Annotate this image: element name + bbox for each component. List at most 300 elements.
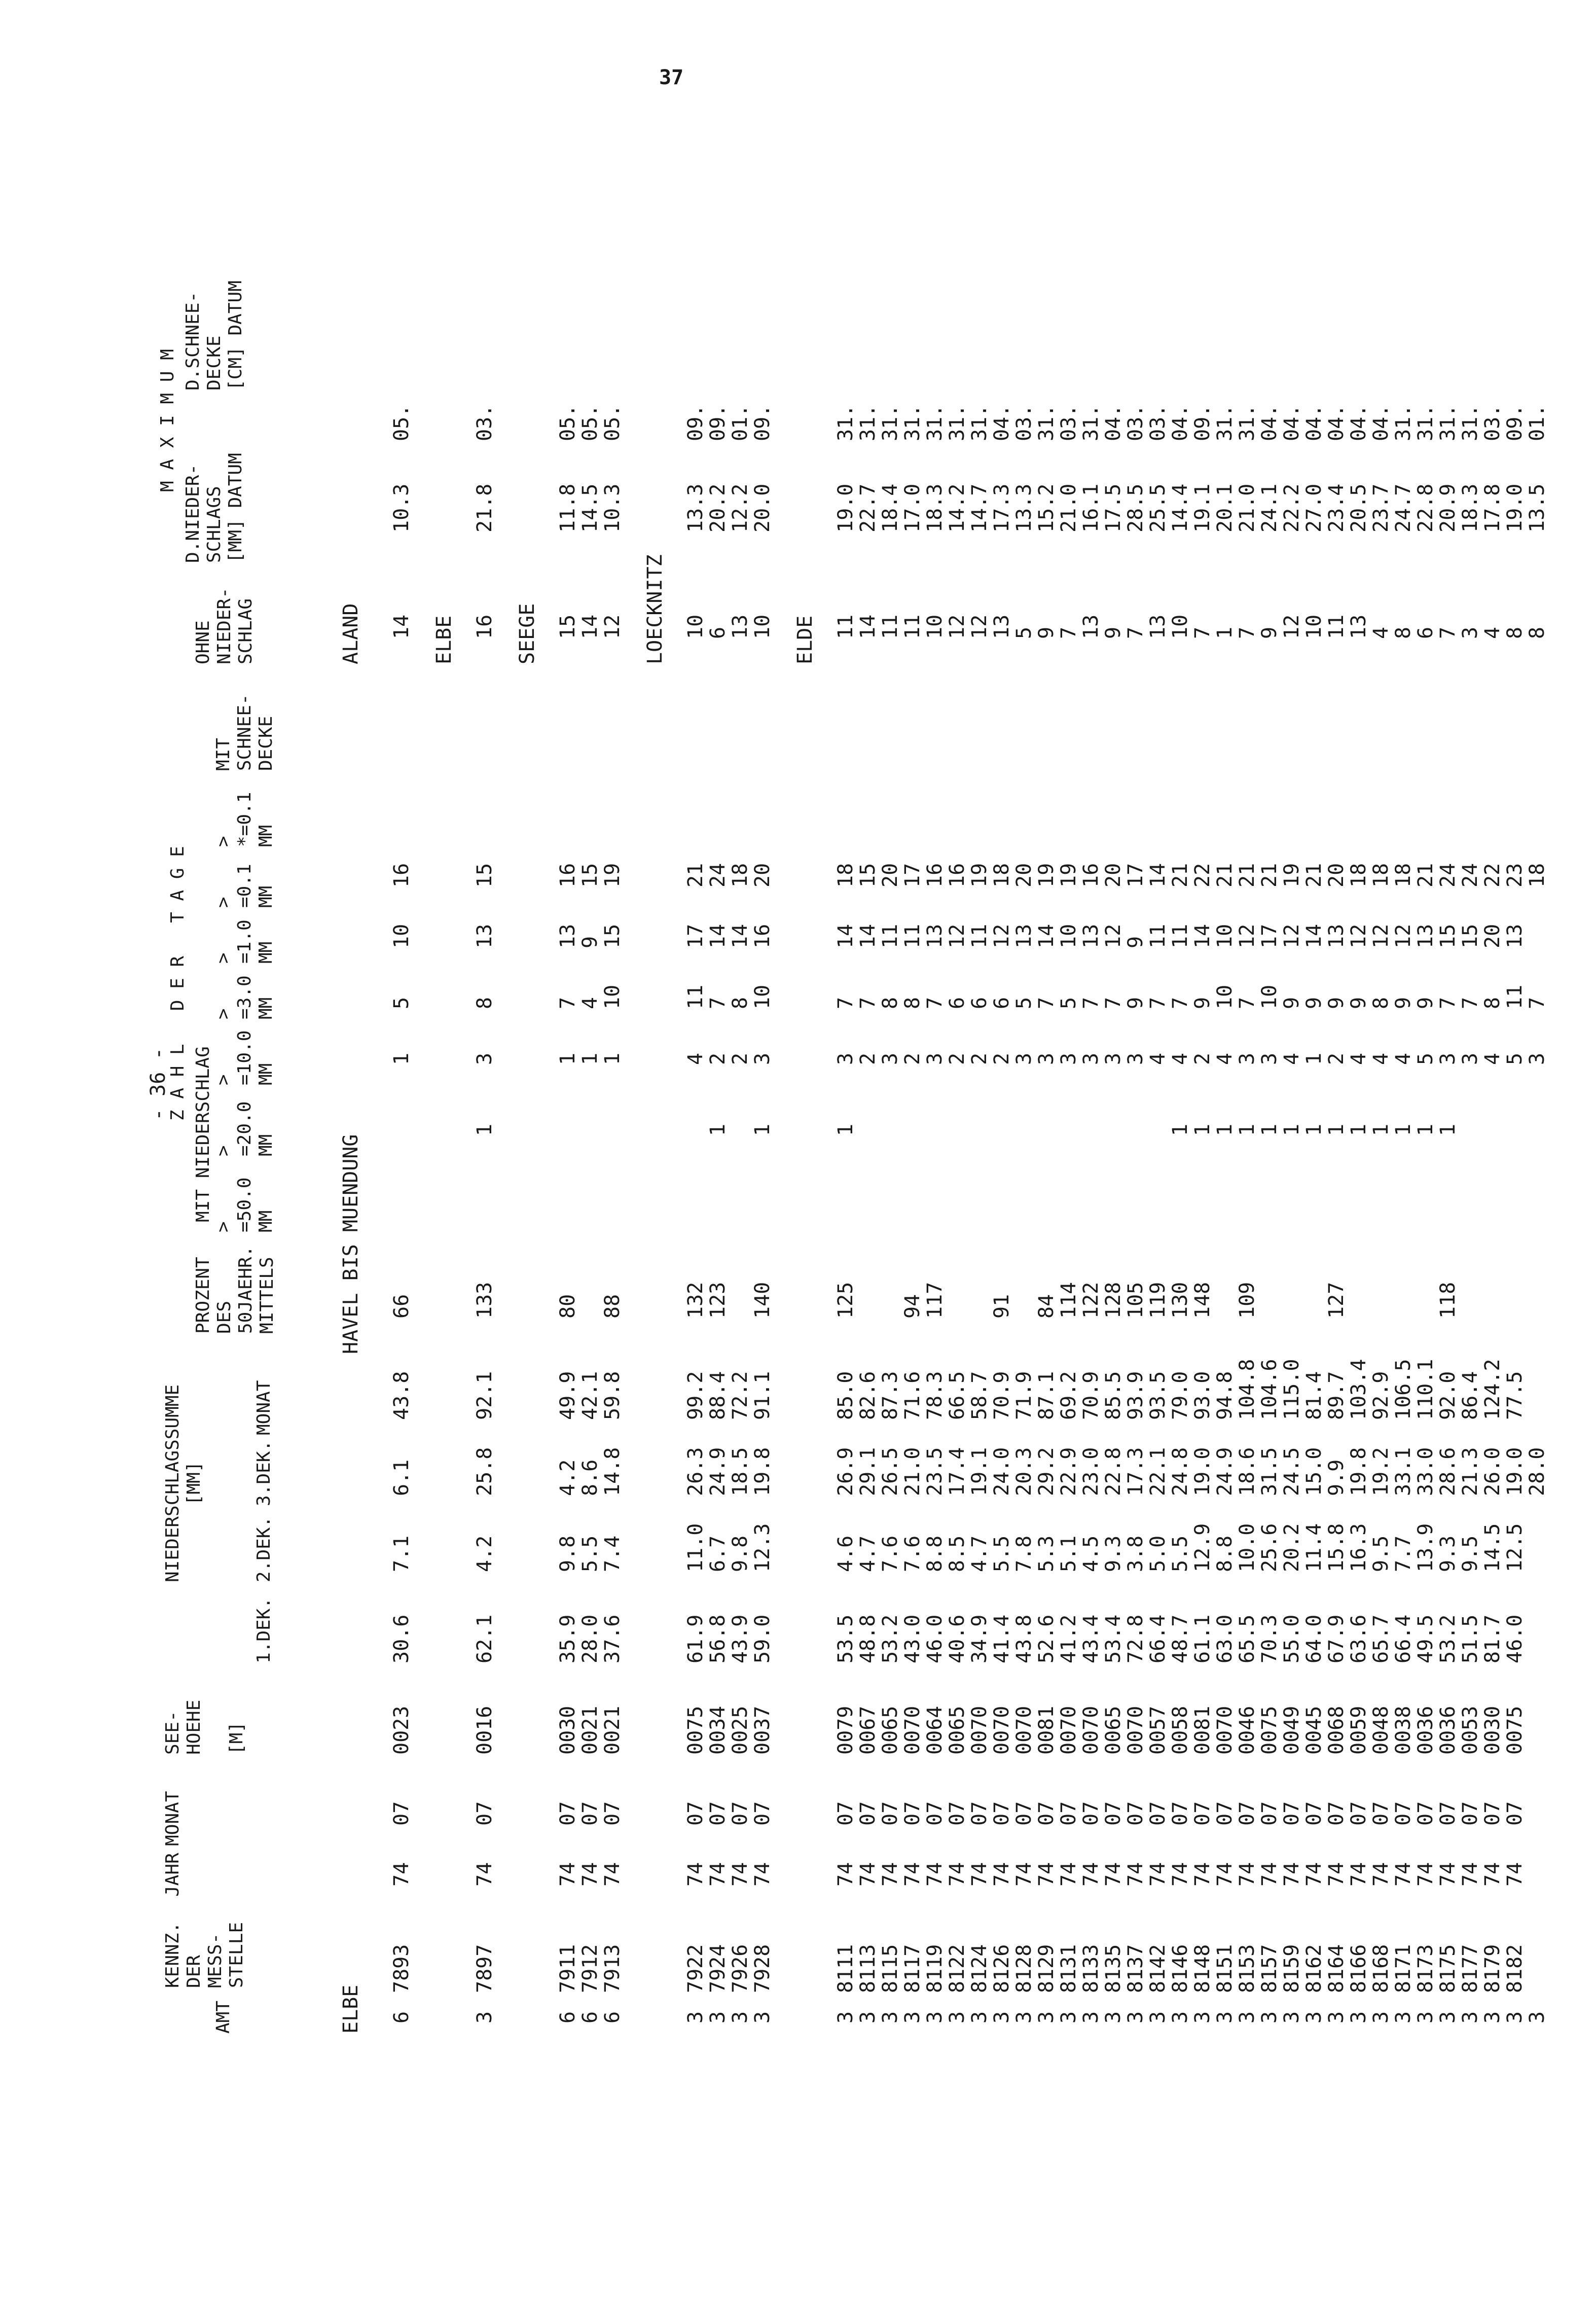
table-cell: 07 bbox=[1012, 1801, 1036, 1826]
table-cell: 7 bbox=[1459, 997, 1482, 1009]
table-cell: 74 bbox=[751, 1862, 774, 1887]
table-cell: 7893 bbox=[390, 1944, 413, 1993]
table-cell: 25.8 bbox=[473, 1447, 496, 1496]
table-cell: 14.7 bbox=[968, 483, 991, 532]
table-cell: 74 bbox=[990, 1862, 1013, 1887]
table-cell: 7 bbox=[834, 997, 857, 1009]
table-cell: 17.0 bbox=[901, 483, 924, 532]
header-th-3: > =3.0 MM bbox=[213, 975, 276, 1019]
table-cell: 74 bbox=[1079, 1862, 1103, 1887]
table-cell: 3 bbox=[856, 2011, 880, 2023]
table-cell: 07 bbox=[1347, 1801, 1370, 1826]
table-cell: 5 bbox=[1503, 1052, 1527, 1065]
table-cell: 41.4 bbox=[990, 1614, 1013, 1663]
table-cell: 6 bbox=[578, 2011, 602, 2023]
table-cell: 74 bbox=[1369, 1862, 1393, 1887]
table-cell: 07 bbox=[1436, 1801, 1460, 1826]
table-cell: 67.9 bbox=[1325, 1614, 1348, 1663]
table-cell: 9.5 bbox=[1369, 1535, 1393, 1572]
table-cell: 21 bbox=[1236, 863, 1259, 887]
table-cell: 70.9 bbox=[990, 1371, 1013, 1420]
table-cell: 0065 bbox=[1102, 1706, 1125, 1755]
table-cell: 18.3 bbox=[1459, 483, 1482, 532]
table-cell: 81.4 bbox=[1302, 1371, 1326, 1420]
table-cell: 2 bbox=[706, 1052, 730, 1065]
table-cell: 12 bbox=[1369, 923, 1393, 948]
table-cell: 20.2 bbox=[1280, 1523, 1303, 1572]
table-cell: 8179 bbox=[1481, 1944, 1504, 1993]
table-cell: 2 bbox=[729, 1052, 752, 1065]
table-cell: 0023 bbox=[390, 1706, 413, 1755]
table-cell: 65.7 bbox=[1369, 1614, 1393, 1663]
table-cell: 1 bbox=[834, 1123, 857, 1136]
table-cell: 19 bbox=[1057, 863, 1080, 887]
table-cell: 31. bbox=[856, 404, 880, 441]
subregion-label: ELDE bbox=[793, 615, 817, 664]
table-cell: 03. bbox=[1481, 404, 1504, 441]
table-cell: 1 bbox=[1392, 1123, 1415, 1136]
table-cell: 3 bbox=[968, 2011, 991, 2023]
table-cell: 13 bbox=[1146, 614, 1170, 639]
table-cell: 8117 bbox=[901, 1944, 924, 1993]
table-cell: 31. bbox=[1213, 404, 1237, 441]
table-cell: 11.0 bbox=[684, 1523, 707, 1572]
table-cell: 2 bbox=[1325, 1052, 1348, 1065]
table-cell: 19.1 bbox=[968, 1447, 991, 1496]
table-cell: 04. bbox=[1280, 404, 1303, 441]
table-cell: 8.6 bbox=[578, 1459, 602, 1496]
table-cell: 71.9 bbox=[1012, 1371, 1036, 1420]
table-cell: 59.8 bbox=[601, 1371, 624, 1420]
table-cell: 31. bbox=[901, 404, 924, 441]
table-cell: 07 bbox=[556, 1801, 579, 1826]
table-cell: 74 bbox=[1280, 1862, 1303, 1887]
table-cell: 3 bbox=[990, 2011, 1013, 2023]
table-cell: 79.0 bbox=[1169, 1371, 1192, 1420]
table-cell: 2 bbox=[856, 1052, 880, 1065]
table-cell: 3 bbox=[901, 2011, 924, 2023]
table-cell: 07 bbox=[856, 1801, 880, 1826]
table-cell: 53.2 bbox=[879, 1614, 902, 1663]
table-cell: 13 bbox=[1414, 923, 1437, 948]
table-cell: 4 bbox=[1392, 1052, 1415, 1065]
table-cell: 31. bbox=[1079, 404, 1103, 441]
table-cell: 5 bbox=[1012, 997, 1036, 1009]
table-cell: 7 bbox=[1236, 997, 1259, 1009]
table-cell: 7928 bbox=[751, 1944, 774, 1993]
table-cell: 07 bbox=[1079, 1801, 1103, 1826]
table-cell: 6 bbox=[390, 2011, 413, 2023]
table-cell: 29.1 bbox=[856, 1447, 880, 1496]
table-cell: 24.8 bbox=[1169, 1447, 1192, 1496]
table-cell: 4 bbox=[1280, 1052, 1303, 1065]
table-cell: 0070 bbox=[968, 1706, 991, 1755]
table-cell: 4.5 bbox=[1079, 1535, 1103, 1572]
table-cell: 3 bbox=[1102, 2011, 1125, 2023]
table-cell: 86.4 bbox=[1459, 1371, 1482, 1420]
table-cell: 7 bbox=[1191, 626, 1214, 639]
table-cell: 74 bbox=[1102, 1862, 1125, 1887]
table-cell: 21 bbox=[1213, 863, 1237, 887]
table-cell: 8166 bbox=[1347, 1944, 1370, 1993]
table-cell: 3 bbox=[1459, 626, 1482, 639]
table-cell: 1 bbox=[1169, 1123, 1192, 1136]
table-cell: 7 bbox=[1079, 997, 1103, 1009]
table-cell: 33.1 bbox=[1392, 1447, 1415, 1496]
header-kennz: KENNZ. DER MESS- STELLE bbox=[162, 1922, 247, 1988]
table-cell: 43.8 bbox=[1012, 1614, 1036, 1663]
table-cell: 11 bbox=[1503, 984, 1527, 1009]
table-cell: 19.0 bbox=[1191, 1447, 1214, 1496]
table-cell: 11 bbox=[1146, 923, 1170, 948]
table-cell: 8173 bbox=[1414, 1944, 1437, 1993]
table-cell: 07 bbox=[684, 1801, 707, 1826]
table-cell: 7 bbox=[1436, 626, 1460, 639]
table-cell: 15 bbox=[856, 863, 880, 887]
table-cell: 66.5 bbox=[946, 1371, 969, 1420]
table-cell: 81.7 bbox=[1481, 1614, 1504, 1663]
subregion-label: ELBE bbox=[432, 615, 456, 664]
table-cell: 01. bbox=[1526, 404, 1549, 441]
table-cell: 04. bbox=[1347, 404, 1370, 441]
table-cell: 10 bbox=[923, 614, 947, 639]
table-cell: 3 bbox=[1236, 2011, 1259, 2023]
table-cell: 2 bbox=[968, 1052, 991, 1065]
table-cell: 94 bbox=[901, 1294, 924, 1319]
table-cell: 8119 bbox=[923, 1944, 947, 1993]
table-cell: 14.8 bbox=[601, 1447, 624, 1496]
table-cell: 3 bbox=[1347, 2011, 1370, 2023]
table-cell: 4 bbox=[1146, 1052, 1170, 1065]
table-cell: 1 bbox=[1213, 626, 1237, 639]
table-cell: 6 bbox=[556, 2011, 579, 2023]
table-cell: 07 bbox=[923, 1801, 947, 1826]
table-cell: 78.3 bbox=[923, 1371, 947, 1420]
table-cell: 2 bbox=[990, 1052, 1013, 1065]
table-cell: 31. bbox=[968, 404, 991, 441]
table-cell: 11 bbox=[879, 614, 902, 639]
table-cell: 3 bbox=[1079, 2011, 1103, 2023]
table-cell: 6 bbox=[968, 997, 991, 1009]
table-cell: 87.3 bbox=[879, 1371, 902, 1420]
table-cell: 05. bbox=[390, 404, 413, 441]
table-cell: 11.8 bbox=[556, 483, 579, 532]
table-cell: 4.7 bbox=[968, 1535, 991, 1572]
table-cell: 9.5 bbox=[1459, 1535, 1482, 1572]
table-cell: 17 bbox=[684, 923, 707, 948]
table-cell: 20.2 bbox=[706, 483, 730, 532]
table-cell: 9 bbox=[1102, 626, 1125, 639]
table-cell: 35.9 bbox=[556, 1614, 579, 1663]
table-cell: 05. bbox=[578, 404, 602, 441]
table-cell: 48.7 bbox=[1169, 1614, 1192, 1663]
table-cell: 74 bbox=[1124, 1862, 1147, 1887]
table-cell: 118 bbox=[1436, 1282, 1460, 1319]
header-dek1: 1.DEK. bbox=[253, 1597, 274, 1663]
table-cell: 72.2 bbox=[729, 1371, 752, 1420]
table-cell: 8162 bbox=[1302, 1944, 1326, 1993]
table-cell: 0046 bbox=[1236, 1706, 1259, 1755]
table-cell: 3 bbox=[1481, 2011, 1504, 2023]
table-cell: 19.1 bbox=[1191, 483, 1214, 532]
table-cell: 13 bbox=[1347, 614, 1370, 639]
table-cell: 13 bbox=[990, 614, 1013, 639]
table-cell: 70.9 bbox=[1079, 1371, 1103, 1420]
table-cell: 74 bbox=[968, 1862, 991, 1887]
table-cell: 10 bbox=[601, 984, 624, 1009]
table-cell: 0057 bbox=[1146, 1706, 1170, 1755]
table-cell: 9 bbox=[1035, 626, 1058, 639]
table-cell: 18 bbox=[729, 863, 752, 887]
table-cell: 69.2 bbox=[1057, 1371, 1080, 1420]
table-cell: 4 bbox=[684, 1052, 707, 1065]
table-cell: 8171 bbox=[1392, 1944, 1415, 1993]
table-cell: 13 bbox=[1079, 614, 1103, 639]
table-cell: 1 bbox=[1369, 1123, 1393, 1136]
table-cell: 16 bbox=[556, 863, 579, 887]
table-cell: 74 bbox=[1146, 1862, 1170, 1887]
table-cell: 03. bbox=[473, 404, 496, 441]
header-max-ns: D.NIEDER- SCHLAGS [MM] DATUM bbox=[183, 453, 246, 563]
table-cell: 21 bbox=[684, 863, 707, 887]
table-cell: 80 bbox=[556, 1294, 579, 1319]
table-cell: 88 bbox=[601, 1294, 624, 1319]
table-cell: 11 bbox=[968, 923, 991, 948]
table-cell: 65.5 bbox=[1236, 1614, 1259, 1663]
table-cell: 114 bbox=[1057, 1282, 1080, 1319]
table-cell: 07 bbox=[1258, 1801, 1281, 1826]
table-cell: 15 bbox=[1459, 923, 1482, 948]
table-cell: 0070 bbox=[901, 1706, 924, 1755]
table-cell: 24 bbox=[706, 863, 730, 887]
table-cell: 0065 bbox=[879, 1706, 902, 1755]
table-cell: 0070 bbox=[1213, 1706, 1237, 1755]
table-cell: 91 bbox=[990, 1294, 1013, 1319]
table-cell: 0053 bbox=[1459, 1706, 1482, 1755]
table-cell: 74 bbox=[578, 1862, 602, 1887]
table-cell: 10 bbox=[1057, 923, 1080, 948]
table-cell: 7913 bbox=[601, 1944, 624, 1993]
table-cell: 07 bbox=[968, 1801, 991, 1826]
river-label: ELBE bbox=[339, 1984, 362, 2034]
table-cell: 18 bbox=[1369, 863, 1393, 887]
table-cell: 5 bbox=[1414, 1052, 1437, 1065]
table-cell: 07 bbox=[1459, 1801, 1482, 1826]
table-cell: 0036 bbox=[1436, 1706, 1460, 1755]
table-cell: 10.3 bbox=[390, 483, 413, 532]
table-cell: 99.2 bbox=[684, 1371, 707, 1420]
table-cell: 7 bbox=[1102, 997, 1125, 1009]
table-cell: 92.1 bbox=[473, 1371, 496, 1420]
table-cell: 10 bbox=[1302, 614, 1326, 639]
table-cell: 07 bbox=[1124, 1801, 1147, 1826]
table-cell: 5.3 bbox=[1035, 1535, 1058, 1572]
table-cell: 4 bbox=[1369, 1052, 1393, 1065]
table-cell: 53.2 bbox=[1436, 1614, 1460, 1663]
table-cell: 41.2 bbox=[1057, 1614, 1080, 1663]
table-cell: 9 bbox=[1325, 997, 1348, 1009]
table-cell: 4.7 bbox=[856, 1535, 880, 1572]
table-cell: 9.9 bbox=[1325, 1459, 1348, 1496]
table-cell: 11 bbox=[901, 923, 924, 948]
table-cell: 23.7 bbox=[1369, 483, 1393, 532]
table-cell: 07 bbox=[1302, 1801, 1326, 1826]
table-cell: 1 bbox=[1236, 1123, 1259, 1136]
table-cell: 10 bbox=[1213, 984, 1237, 1009]
table-cell: 3 bbox=[1392, 2011, 1415, 2023]
table-cell: 5.5 bbox=[990, 1535, 1013, 1572]
table-cell: 74 bbox=[856, 1862, 880, 1887]
table-cell: 3 bbox=[1124, 2011, 1147, 2023]
table-cell: 84 bbox=[1035, 1294, 1058, 1319]
table-cell: 13 bbox=[1079, 923, 1103, 948]
table-cell: 104.8 bbox=[1236, 1359, 1259, 1420]
table-cell: 7 bbox=[1436, 997, 1460, 1009]
table-cell: 62.1 bbox=[473, 1614, 496, 1663]
table-cell: 13 bbox=[1012, 923, 1036, 948]
table-cell: 17.5 bbox=[1102, 483, 1125, 532]
table-cell: 14 bbox=[1191, 923, 1214, 948]
table-cell: 53.5 bbox=[834, 1614, 857, 1663]
header-th-01: > =0.1 MM bbox=[213, 864, 276, 908]
table-cell: 19 bbox=[1280, 863, 1303, 887]
table-cell: 07 bbox=[1035, 1801, 1058, 1826]
header-mit-schnee: MIT SCHNEE- DECKE bbox=[213, 694, 276, 771]
table-cell: 14 bbox=[834, 923, 857, 948]
table-cell: 8113 bbox=[856, 1944, 880, 1993]
table-cell: 8122 bbox=[946, 1944, 969, 1993]
table-cell: 3.8 bbox=[1124, 1535, 1147, 1572]
table-cell: 133 bbox=[473, 1282, 496, 1319]
table-cell: 18.4 bbox=[879, 483, 902, 532]
table-cell: 14 bbox=[729, 923, 752, 948]
table-cell: 20 bbox=[1325, 863, 1348, 887]
table-cell: 07 bbox=[473, 1801, 496, 1826]
table-cell: 8133 bbox=[1079, 1944, 1103, 1993]
table-cell: 7 bbox=[1526, 997, 1549, 1009]
table-cell: 3 bbox=[1191, 2011, 1214, 2023]
table-cell: 07 bbox=[1503, 1801, 1527, 1826]
table-cell: 0081 bbox=[1035, 1706, 1058, 1755]
table-cell: 22.8 bbox=[1102, 1447, 1125, 1496]
table-cell: 1 bbox=[1347, 1123, 1370, 1136]
table-cell: 8 bbox=[1526, 626, 1549, 639]
table-cell: 8115 bbox=[879, 1944, 902, 1993]
table-cell: 127 bbox=[1325, 1282, 1348, 1319]
table-cell: 3 bbox=[1503, 2011, 1527, 2023]
table-cell: 2 bbox=[946, 1052, 969, 1065]
table-cell: 8168 bbox=[1369, 1944, 1393, 1993]
header-jahr: JAHR bbox=[162, 1853, 183, 1897]
table-cell: 8137 bbox=[1124, 1944, 1147, 1993]
table-cell: 0079 bbox=[834, 1706, 857, 1755]
table-cell: 16.1 bbox=[1079, 483, 1103, 532]
table-cell: 21 bbox=[1169, 863, 1192, 887]
table-cell: 11 bbox=[1169, 923, 1192, 948]
table-cell: 25.6 bbox=[1258, 1523, 1281, 1572]
table-cell: 13.3 bbox=[684, 483, 707, 532]
table-cell: 07 bbox=[901, 1801, 924, 1826]
table-cell: 51.5 bbox=[1459, 1614, 1482, 1663]
table-cell: 85.0 bbox=[834, 1371, 857, 1420]
table-cell: 9.3 bbox=[1436, 1535, 1460, 1572]
table-cell: 61.9 bbox=[684, 1614, 707, 1663]
table-cell: 74 bbox=[1035, 1862, 1058, 1887]
table-cell: 71.6 bbox=[901, 1371, 924, 1420]
table-cell: 12 bbox=[1280, 614, 1303, 639]
table-cell: 1 bbox=[1436, 1123, 1460, 1136]
table-cell: 27.0 bbox=[1302, 483, 1326, 532]
table-cell: 16 bbox=[390, 863, 413, 887]
table-cell: 8 bbox=[473, 997, 496, 1009]
table-cell: 9 bbox=[1392, 997, 1415, 1009]
table-cell: 18 bbox=[1347, 863, 1370, 887]
table-cell: 104.6 bbox=[1258, 1359, 1281, 1420]
table-cell: 0068 bbox=[1325, 1706, 1348, 1755]
table-cell: 16 bbox=[923, 863, 947, 887]
table-cell: 11 bbox=[684, 984, 707, 1009]
table-cell: 74 bbox=[1258, 1862, 1281, 1887]
table-cell: 6 bbox=[946, 997, 969, 1009]
table-cell: 92.0 bbox=[1436, 1371, 1460, 1420]
table-cell: 26.0 bbox=[1481, 1447, 1504, 1496]
table-cell: 17 bbox=[1258, 923, 1281, 948]
table-cell: 8 bbox=[1481, 997, 1504, 1009]
table-cell: 7 bbox=[556, 997, 579, 1009]
table-cell: 9 bbox=[1258, 626, 1281, 639]
table-cell: 3 bbox=[879, 2011, 902, 2023]
table-cell: 12 bbox=[990, 923, 1013, 948]
table-cell: 10 bbox=[390, 923, 413, 948]
table-cell: 28.6 bbox=[1436, 1447, 1460, 1496]
table-cell: 18.6 bbox=[1236, 1447, 1259, 1496]
table-cell: 56.8 bbox=[706, 1614, 730, 1663]
table-cell: 43.0 bbox=[901, 1614, 924, 1663]
table-cell: 1 bbox=[1258, 1123, 1281, 1136]
table-cell: 8.8 bbox=[923, 1535, 947, 1572]
table-cell: 1 bbox=[1302, 1052, 1326, 1065]
table-cell: 07 bbox=[879, 1801, 902, 1826]
table-cell: 82.6 bbox=[856, 1371, 880, 1420]
table-cell: 43.8 bbox=[390, 1371, 413, 1420]
table-cell: 4.6 bbox=[834, 1535, 857, 1572]
table-cell: 3 bbox=[473, 2011, 496, 2023]
table-cell: 8135 bbox=[1102, 1944, 1125, 1993]
header-max-schnee: D.SCHNEE- DECKE [CM] DATUM bbox=[183, 280, 246, 390]
table-cell: 13 bbox=[1503, 923, 1527, 948]
table-cell: 10 bbox=[684, 614, 707, 639]
table-cell: 24.9 bbox=[1213, 1447, 1237, 1496]
table-cell: 3 bbox=[751, 2011, 774, 2023]
table-cell: 15.0 bbox=[1302, 1447, 1326, 1496]
header-th-star: > *=0.1 MM bbox=[213, 792, 276, 847]
table-cell: 58.7 bbox=[968, 1371, 991, 1420]
table-cell: 11 bbox=[834, 614, 857, 639]
table-cell: 3 bbox=[1169, 2011, 1192, 2023]
table-cell: 18 bbox=[990, 863, 1013, 887]
table-cell: 64.0 bbox=[1302, 1614, 1326, 1663]
table-cell: 31. bbox=[1392, 404, 1415, 441]
table-cell: 17.8 bbox=[1481, 483, 1504, 532]
table-cell: 3 bbox=[1280, 2011, 1303, 2023]
table-cell: 3 bbox=[1369, 2011, 1393, 2023]
table-cell: 3 bbox=[1012, 1052, 1036, 1065]
table-cell: 53.4 bbox=[1102, 1614, 1125, 1663]
table-cell: 4.2 bbox=[473, 1535, 496, 1572]
table-cell: 31. bbox=[834, 404, 857, 441]
table-cell: 07 bbox=[834, 1801, 857, 1826]
table-cell: 8177 bbox=[1459, 1944, 1482, 1993]
